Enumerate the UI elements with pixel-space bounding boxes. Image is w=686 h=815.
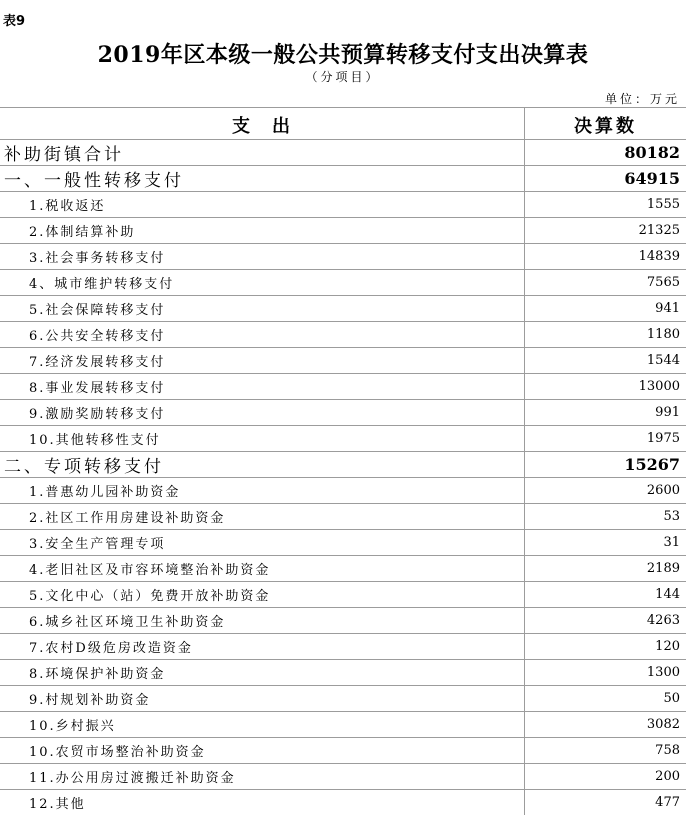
table-row <box>0 737 686 763</box>
table-row <box>0 269 686 295</box>
table-row <box>0 399 686 425</box>
row-name: 7.农村D级危房改造资金 <box>29 641 193 656</box>
row-name: 12.其他 <box>29 797 86 812</box>
column-header-amount: 决算数 <box>574 116 637 137</box>
row-amount: 1975 <box>646 431 680 446</box>
row-amount: 4263 <box>646 613 680 628</box>
row-amount: 53 <box>663 509 680 524</box>
row-amount: 50 <box>663 691 680 706</box>
row-amount: 200 <box>655 769 680 784</box>
row-name: 5.文化中心（站）免费开放补助资金 <box>29 589 271 604</box>
table-row-category <box>0 165 686 191</box>
table-row <box>0 607 686 633</box>
row-name: 1.税收返还 <box>29 199 106 214</box>
row-amount: 120 <box>655 639 680 654</box>
unit-label: 单位：万元 <box>604 92 680 106</box>
table-row-category <box>0 139 686 165</box>
row-amount: 477 <box>655 795 680 810</box>
table-row <box>0 477 686 503</box>
row-amount: 941 <box>655 301 680 316</box>
row-name: 8.事业发展转移支付 <box>29 381 166 396</box>
table-row <box>0 191 686 217</box>
page-subtitle: （分项目） <box>305 70 381 84</box>
row-name: 6.城乡社区环境卫生补助资金 <box>29 615 226 630</box>
row-amount: 1544 <box>646 353 680 368</box>
row-amount: 31 <box>663 535 680 550</box>
table-row <box>0 347 686 373</box>
row-amount: 7565 <box>646 275 680 290</box>
row-name: 10.乡村振兴 <box>29 719 116 734</box>
row-name: 8.环境保护补助资金 <box>29 667 166 682</box>
row-amount: 15267 <box>624 455 680 474</box>
table-row-category <box>0 451 686 477</box>
row-amount: 758 <box>655 743 680 758</box>
row-amount: 144 <box>655 587 680 602</box>
row-name: 一、一般性转移支付 <box>4 171 184 191</box>
table-row <box>0 685 686 711</box>
row-name: 6.公共安全转移支付 <box>29 329 166 344</box>
row-name: 二、专项转移支付 <box>4 457 164 477</box>
row-amount: 1555 <box>646 197 680 212</box>
row-name: 7.经济发展转移支付 <box>29 355 166 370</box>
row-name: 10.其他转移性支付 <box>29 433 161 448</box>
table-row <box>0 711 686 737</box>
table-row <box>0 321 686 347</box>
row-name: 4.老旧社区及市容环境整治补助资金 <box>29 563 271 578</box>
page-title: 2019年区本级一般公共预算转移支付支出决算表 <box>97 42 589 68</box>
table-row <box>0 217 686 243</box>
table-row <box>0 581 686 607</box>
row-name: 11.办公用房过渡搬迁补助资金 <box>29 771 236 786</box>
table-row <box>0 789 686 815</box>
row-name: 3.安全生产管理专项 <box>29 537 166 552</box>
row-amount: 991 <box>655 405 680 420</box>
table-row <box>0 763 686 789</box>
row-amount: 21325 <box>638 223 680 238</box>
table-row <box>0 503 686 529</box>
row-amount: 13000 <box>638 379 680 394</box>
row-name: 5.社会保障转移支付 <box>29 303 166 318</box>
row-name: 9.激励奖励转移支付 <box>29 407 166 422</box>
table-row <box>0 373 686 399</box>
row-name: 4、城市维护转移支付 <box>29 277 175 292</box>
column-header-expense: 支 出 <box>232 116 292 137</box>
row-name: 2.社区工作用房建设补助资金 <box>29 511 226 526</box>
table-number: 表9 <box>3 14 26 29</box>
row-amount: 2600 <box>646 483 680 498</box>
row-amount: 1180 <box>646 327 680 342</box>
table-row <box>0 659 686 685</box>
table-row <box>0 425 686 451</box>
row-name: 3.社会事务转移支付 <box>29 251 166 266</box>
row-name: 补助街镇合计 <box>4 145 124 165</box>
row-name: 1.普惠幼儿园补助资金 <box>29 485 181 500</box>
table-row <box>0 529 686 555</box>
row-name: 2.体制结算补助 <box>29 225 136 240</box>
table-row <box>0 633 686 659</box>
row-amount: 80182 <box>624 143 680 162</box>
row-amount: 64915 <box>624 169 680 188</box>
row-amount: 2189 <box>646 561 680 576</box>
table-row <box>0 295 686 321</box>
row-amount: 3082 <box>646 717 680 732</box>
table-row <box>0 243 686 269</box>
row-name: 9.村规划补助资金 <box>29 693 151 708</box>
table-row <box>0 555 686 581</box>
row-amount: 1300 <box>646 665 680 680</box>
row-name: 10.农贸市场整治补助资金 <box>29 745 206 760</box>
row-amount: 14839 <box>638 249 680 264</box>
